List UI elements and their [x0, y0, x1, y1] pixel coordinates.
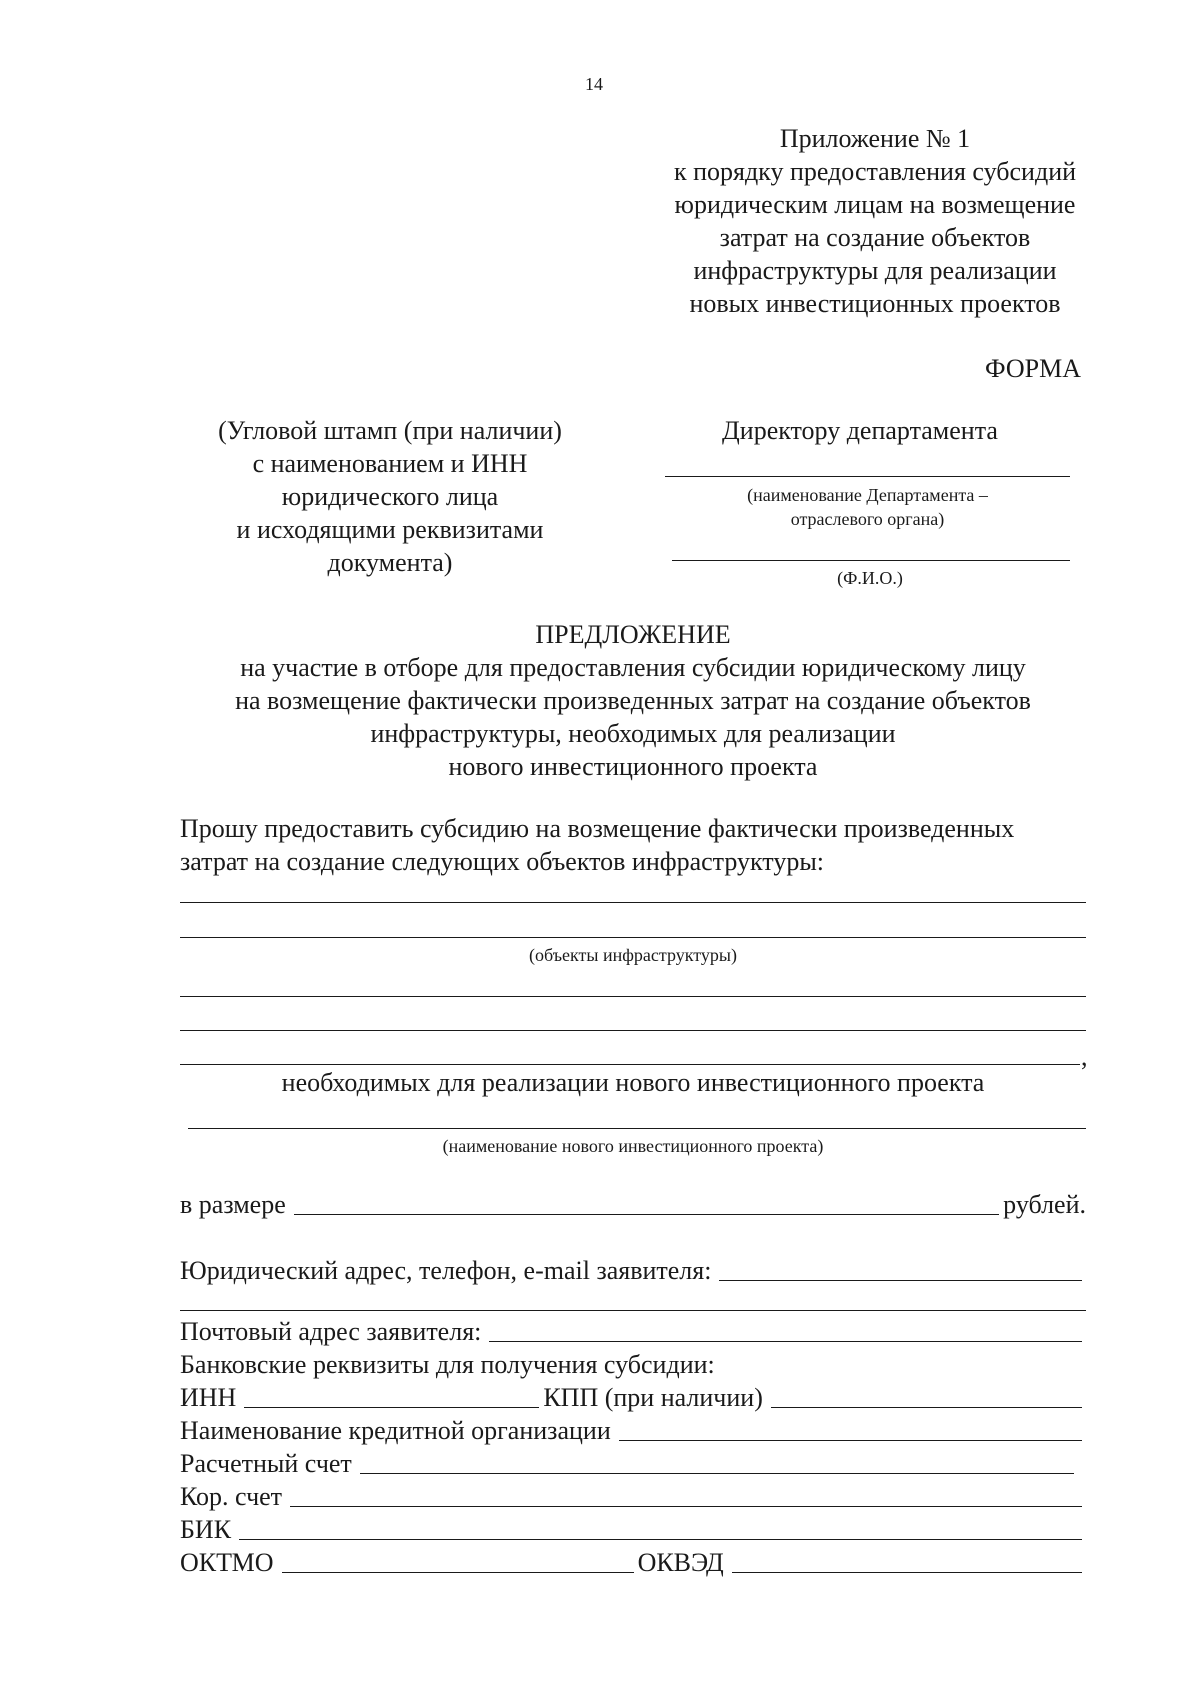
appendix-line: инфраструктуры для реализации: [693, 256, 1057, 285]
corr-account-row: [180, 1480, 1086, 1513]
postal-address-label: Почтовый адрес заявителя:: [180, 1317, 482, 1346]
department-caption-line: (наименование Департамента –: [747, 485, 988, 505]
corr-account-field[interactable]: [290, 1506, 1082, 1507]
heading-line: инфраструктуры, необходимых для реализации: [370, 719, 896, 748]
fio-field[interactable]: [672, 560, 1070, 561]
inn-field[interactable]: [244, 1407, 539, 1408]
form-label: ФОРМА: [985, 354, 1081, 383]
heading-line: нового инвестиционного проекта: [448, 752, 818, 781]
amount-prefix: в размере: [180, 1190, 286, 1219]
stamp-line: юридического лица: [281, 482, 499, 511]
stamp-line: (Угловой штамп (при наличии): [218, 416, 562, 445]
oktmo-field[interactable]: [282, 1572, 634, 1573]
heading-line: на участие в отборе для предоставления субсидии юридическому лицу: [240, 653, 1026, 682]
account-field[interactable]: [360, 1473, 1074, 1474]
department-caption-line: отраслевого органа): [790, 509, 945, 529]
bank-name-field[interactable]: [619, 1440, 1082, 1441]
request-line: затрат на создание следующих объектов инфраструктуры:: [180, 847, 825, 876]
department-name-field[interactable]: [665, 476, 1070, 477]
amount-row: [180, 1188, 1086, 1221]
stamp-line: документа): [327, 548, 453, 577]
objects-field-1[interactable]: [180, 902, 1086, 903]
account-label: Расчетный счет: [180, 1449, 352, 1478]
objects-field-2[interactable]: [180, 937, 1086, 938]
inn-kpp-row: [180, 1381, 1086, 1414]
project-caption: (наименование нового инвестиционного проекта): [442, 1136, 824, 1156]
legal-address-field-2[interactable]: [180, 1310, 1086, 1311]
appendix-block: [630, 122, 1120, 320]
corner-stamp-block: [190, 414, 590, 579]
bik-field[interactable]: [239, 1539, 1082, 1540]
objects-field-5[interactable]: [180, 1064, 1080, 1065]
okved-label: ОКВЭД: [637, 1548, 724, 1577]
request-line: Прошу предоставить субсидию на возмещение фактически произведенных: [180, 814, 1015, 843]
kpp-field[interactable]: [771, 1407, 1082, 1408]
bik-label: БИК: [180, 1515, 232, 1544]
postal-address-field[interactable]: [489, 1341, 1082, 1342]
document-heading: [180, 618, 1086, 783]
appendix-title: Приложение № 1: [779, 124, 971, 153]
objects-field-4[interactable]: [180, 1030, 1086, 1031]
bank-name-label: Наименование кредитной организации: [180, 1416, 611, 1445]
legal-address-row: [180, 1254, 1086, 1287]
page-number: 14: [585, 74, 603, 94]
legal-address-label: Юридический адрес, телефон, e-mail заявителя:: [180, 1256, 712, 1285]
appendix-line: затрат на создание объектов: [719, 223, 1031, 252]
objects-caption: (объекты инфраструктуры): [529, 945, 737, 965]
amount-suffix: рублей.: [1003, 1190, 1086, 1219]
needed-text: необходимых для реализации нового инвестиционного проекта: [281, 1068, 985, 1097]
postal-address-row: [180, 1315, 1086, 1348]
corr-account-label: Кор. счет: [180, 1482, 283, 1511]
comma: ,: [1081, 1042, 1088, 1071]
heading-title: ПРЕДЛОЖЕНИЕ: [535, 620, 731, 649]
bank-details-label: Банковские реквизиты для получения субсидии:: [180, 1350, 715, 1379]
appendix-line: юридическим лицам на возмещение: [674, 190, 1076, 219]
project-name-field[interactable]: [188, 1128, 1086, 1129]
kpp-label: КПП (при наличии): [543, 1383, 763, 1412]
appendix-line: новых инвестиционных проектов: [689, 289, 1061, 318]
bik-row: [180, 1513, 1086, 1546]
heading-line: на возмещение фактически произведенных затрат на создание объектов: [235, 686, 1031, 715]
department-caption: [660, 483, 1075, 531]
bank-name-row: [180, 1414, 1086, 1447]
objects-field-3[interactable]: [180, 996, 1086, 997]
stamp-line: и исходящими реквизитами: [236, 515, 544, 544]
oktmo-label: ОКТМО: [180, 1548, 274, 1577]
stamp-line: с наименованием и ИНН: [252, 449, 528, 478]
oktmo-okved-row: [180, 1546, 1086, 1579]
amount-field[interactable]: [294, 1214, 999, 1215]
account-row: [180, 1447, 1078, 1480]
request-text: [180, 812, 1100, 878]
inn-label: ИНН: [180, 1383, 237, 1412]
fio-caption: (Ф.И.О.): [837, 568, 903, 588]
legal-address-field[interactable]: [719, 1280, 1082, 1281]
addressee-title: Директору департамента: [722, 416, 998, 445]
appendix-line: к порядку предоставления субсидий: [673, 157, 1077, 186]
okved-field[interactable]: [732, 1572, 1082, 1573]
